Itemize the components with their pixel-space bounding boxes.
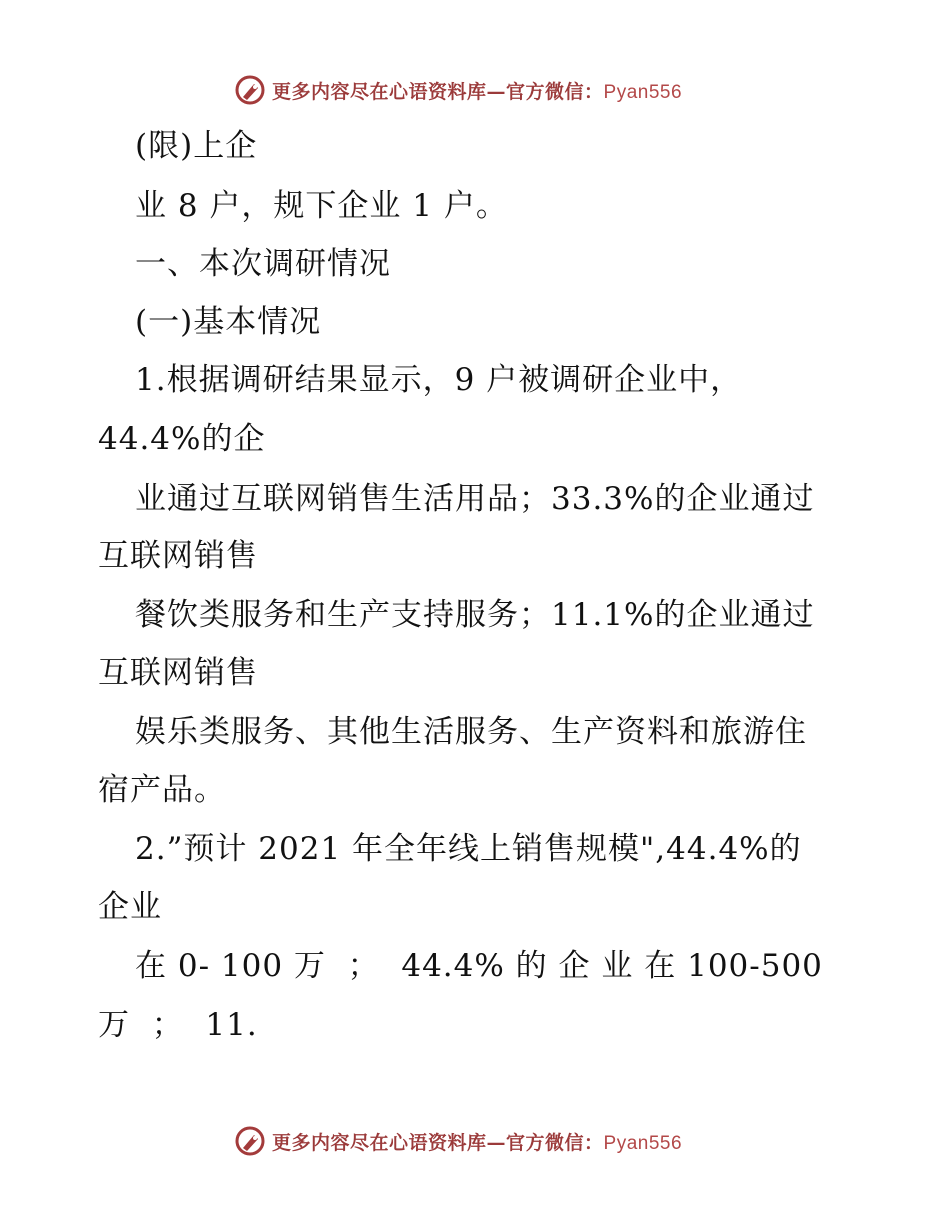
text-line: 44.4%的企 <box>98 421 266 457</box>
header-watermark <box>234 73 682 107</box>
text-line: 企业 <box>98 889 162 925</box>
text-line: 宿产品。 <box>98 772 226 808</box>
text-line: 在 0- 100 万 ； 44.4% 的 企 业 在 100-500 <box>135 948 823 984</box>
text-line: 娱乐类服务、其他生活服务、生产资料和旅游住 <box>135 714 807 750</box>
text-line: 1.根据调研结果显示，9 户被调研企业中， <box>135 362 743 398</box>
text-line: 业 8 户，规下企业 1 户。 <box>135 188 508 224</box>
watermark-text: 更多内容尽在心语资料库—官方微信：Pyan556 <box>272 80 683 103</box>
text-line: 2.”预计 2021 年全年线上销售规模",44.4%的 <box>135 831 802 867</box>
text-line: (限)上企 <box>135 128 258 164</box>
text-line: 业通过互联网销售生活用品；33.3%的企业通过 <box>135 481 815 517</box>
section-heading: 一、本次调研情况 <box>135 246 391 282</box>
text-line: 餐饮类服务和生产支持服务；11.1%的企业通过 <box>135 597 815 633</box>
footer-watermark <box>234 1124 682 1158</box>
watermark-brand: Pyan556 <box>603 1132 683 1154</box>
text-line: 互联网销售 <box>98 538 258 574</box>
watermark-text: 更多内容尽在心语资料库—官方微信：Pyan556 <box>272 1131 683 1154</box>
pen-nib-logo-icon <box>234 1125 266 1157</box>
watermark-brand: Pyan556 <box>603 81 683 103</box>
text-line: 互联网销售 <box>98 655 258 691</box>
text-line: 万 ； 11. <box>98 1007 258 1043</box>
pen-nib-logo-icon <box>234 74 266 106</box>
subsection-heading: (一)基本情况 <box>135 304 322 340</box>
